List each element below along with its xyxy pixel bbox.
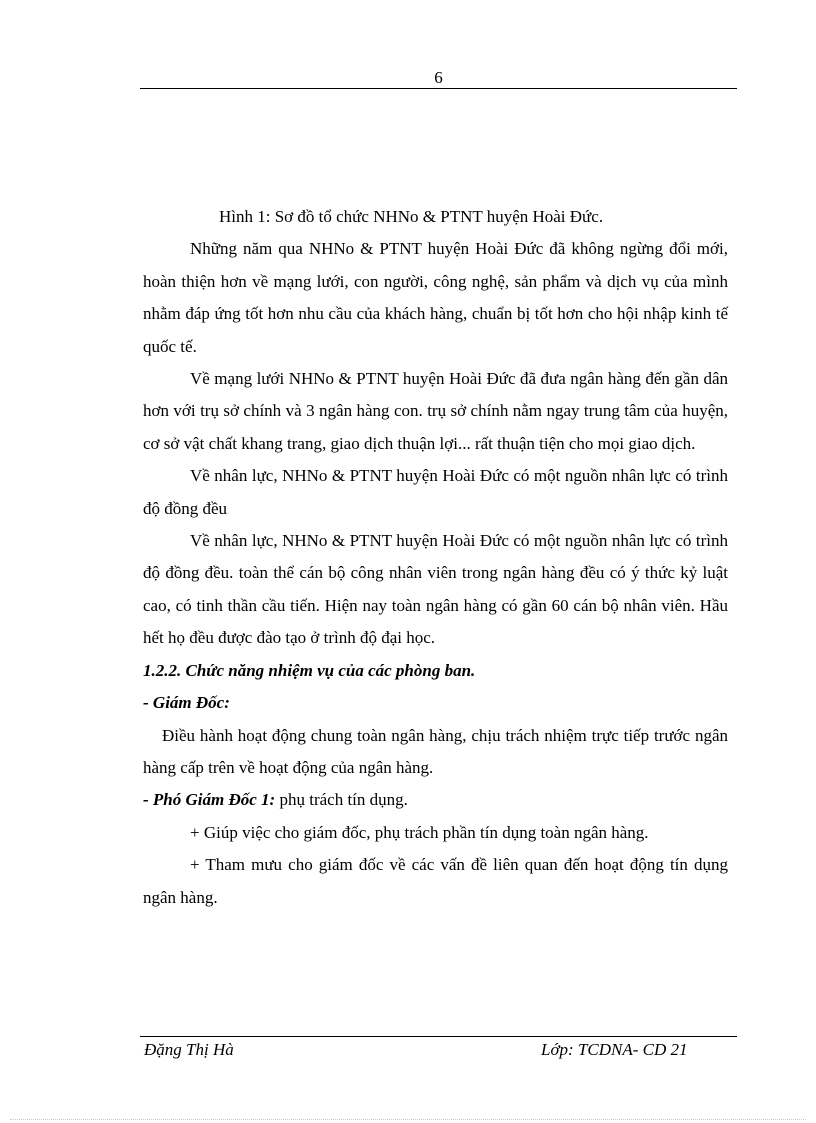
- document-body: [143, 201, 728, 914]
- deputy-duty-item: + Giúp việc cho giám đốc, phụ trách phần tín dụng toàn ngân hàng.: [190, 822, 649, 842]
- page-bottom-edge: [10, 1119, 806, 1120]
- paragraph-staff-short: Về nhân lực, NHNo & PTNT huyện Hoài Đức có một nguồn nhân lực có trình độ đồng đều: [143, 466, 728, 518]
- deputy-director-line: [143, 784, 728, 816]
- figure-caption: Hình 1: Sơ đồ tổ chức NHNo & PTNT huyện Hoài Đức.: [219, 207, 604, 226]
- paragraph-overview: Những năm qua NHNo & PTNT huyện Hoài Đức đã không ngừng đổi mới, hoàn thiện hơn về mạng lưới, con người, công nghệ, sản phẩm và dịch vụ của mình nhằm đáp ứng tốt hơn nhu cầu của khách hàng, chuẩn bị tốt hơn cho hội nhập kinh tế quốc tế.: [143, 239, 728, 356]
- footer-author: Đặng Thị Hà: [144, 1040, 234, 1059]
- header-rule: [140, 88, 737, 89]
- section-heading: 1.2.2. Chức năng nhiệm vụ của các phòng ban.: [143, 660, 476, 680]
- deputy-director-label: - Phó Giám Đốc 1:: [143, 790, 276, 810]
- deputy-director-role: phụ trách tín dụng.: [275, 790, 408, 810]
- paragraph-staff: Về nhân lực, NHNo & PTNT huyện Hoài Đức có một nguồn nhân lực có trình độ đồng đều. toàn thể cán bộ công nhân viên trong ngân hàng đều có ý thức kỷ luật cao, có tinh thần cầu tiến. Hiện nay toàn ngân hàng có gần 60 cán bộ nhân viên. Hầu hết họ đều được đào tạo ở trình độ đại học.: [143, 531, 728, 648]
- director-label: - Giám Đốc:: [143, 693, 230, 713]
- footer-rule: [140, 1036, 737, 1037]
- paragraph-network: Về mạng lưới NHNo & PTNT huyện Hoài Đức đã đưa ngân hàng đến gần dân hơn với trụ sở chính và 3 ngân hàng con. trụ sở chính nằm ngay trung tâm của huyện, cơ sở vật chất khang trang, giao dịch thuận lợi... rất thuận tiện cho mọi giao dịch.: [143, 369, 728, 453]
- footer-class: Lớp: TCDNA- CD 21: [541, 1040, 688, 1059]
- director-duties: Điều hành hoạt động chung toàn ngân hàng, chịu trách nhiệm trực tiếp trước ngân hàng cấp trên về hoạt động của ngân hàng.: [143, 725, 728, 777]
- deputy-duty-item: + Tham mưu cho giám đốc về các vấn đề liên quan đến hoạt động tín dụng ngân hàng.: [143, 855, 728, 907]
- page-number: 6: [434, 68, 443, 87]
